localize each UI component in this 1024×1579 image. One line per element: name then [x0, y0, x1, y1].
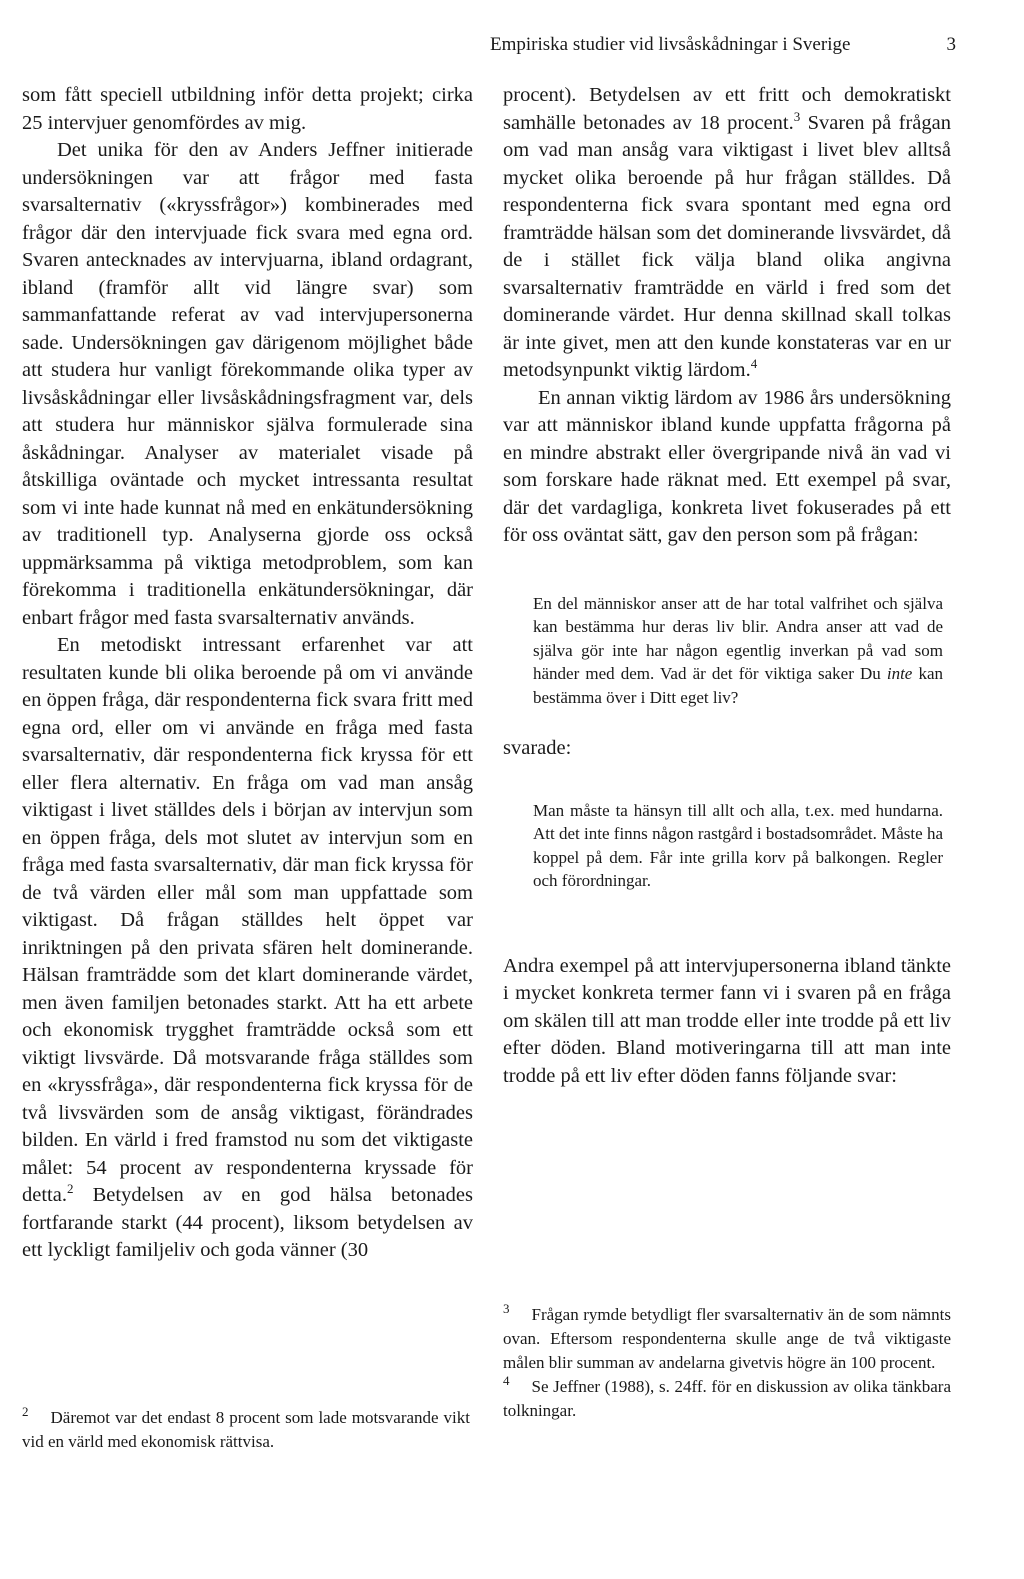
- block-quote-question: En del människor anser att de har total valfrihet och själva kan bestämma hur deras liv blir. Andra anser att vad de själva gör inte har någon egentlig inverkan på vad som händer med dem. Vad är det för viktiga saker Du inte kan bestämma över i Ditt eget liv?: [533, 593, 944, 707]
- paragraph-continued: som fått speciell utbildning inför detta projekt; cirka 25 intervjuer genomfördes av mig.: [22, 84, 473, 134]
- footnotes-right: [503, 1303, 951, 1423]
- footnote-text: Däremot var det endast 8 procent som lade motsvarande vikt vid en värld med ekonomisk rättvisa.: [22, 1408, 470, 1451]
- footnote-text: Se Jeffner (1988), s. 24ff. för en diskussion av olika tänkbara tolkningar.: [503, 1377, 951, 1420]
- left-column: [22, 82, 473, 1265]
- footnote-number: 3: [503, 1301, 510, 1317]
- svarade-label: svarade:: [503, 737, 572, 759]
- paragraph-method: Det unika för den av Anders Jeffner initierade undersökningen var att frågor med fasta svarsalternativ («kryssfrågor») kombinerades med frågor där den intervjuade fick svara med egna ord. Svaren antecknades av intervjuarna, ibland ordagrant, ibland (framför allt vid längre svar) som sammanfattande referat av vad intervjupersonerna sade. Undersökningen gav därigenom möjlighet både att studera hur vanligt förekommande olika typer av livsåskådningar eller livsåskådningsfragment var, dels att studera hur människor själva formulerade sina åskådningar. Analyser av materialet visade på åtskilliga oväntade och mycket intressanta resultat som vi inte hade kunnat nå med en enkätundersökning av traditionell typ. Analyserna gjorde oss också uppmärksamma på viktiga metodproblem, som kan förekomma i traditionella enkätundersökningar, där enbart frågor med fasta svarsalternativ används.: [22, 139, 473, 629]
- footnote-4: [503, 1375, 951, 1423]
- block-quote-answer: Man måste ta hänsyn till allt och alla, t.ex. med hundarna. Att det inte finns någon rastgård i bostadsområdet. Måste ha koppel på dem. Får inte grilla korv på balkongen. Regler och förordningar.: [533, 800, 943, 890]
- footnote-3: [503, 1303, 951, 1375]
- running-head-title: Empiriska studier vid livsåskådningar i Sverige: [490, 34, 851, 55]
- footnote-text: Frågan rymde betydligt fler svarsalternativ än de som nämnts ovan. Eftersom respondenterna skulle ange de två viktigaste målen blir summan av andelarna givetvis högre än 100 procent.: [503, 1305, 951, 1372]
- footnote-number: 2: [22, 1404, 29, 1420]
- footnote-ref-2[interactable]: 2: [66, 1181, 74, 1197]
- footnote-ref-4[interactable]: 4: [750, 356, 758, 372]
- paragraph-open-question: En metodiskt intressant erfarenhet var att resultaten kunde bli olika beroende på om vi använde en öppen fråga, där respondenterna fick svara fritt med egna ord, eller om vi använde en fråga med fasta svarsalternativ, där respondenterna fick kryssa för ett eller flera alternativ. En fråga om vad man ansåg viktigast i livet ställdes dels i början av intervjun som en öppen fråga, dels mot slutet av intervjun som en fråga med fasta svarsalternativ, där man fick kryssa för de två värden eller mål som man uppfattade som viktigast. Då frågan ställdes helt öppet var inriktningen på den privata sfären helt dominerande. Hälsan framträdde som det klart dominerande värdet, men även familjen betonades starkt. Att ha ett arbete och ekonomisk trygghet framträdde också som ett viktigt livsvärde. Då motsvarande fråga ställdes som en «kryssfråga», där respondenterna fick kryssa för de två livsvärden som de ansåg viktigast, förändrades bilden. En värld i fred framstod nu som det viktigaste målet: 54 procent av respondenterna kryssade för detta.$^2$ Betydelsen av en god hälsa betonades fortfarande starkt (44 procent), liksom betydelsen av ett lyckligt familjeliv och goda vänner (30: [22, 634, 473, 1261]
- footnote-2: [22, 1406, 470, 1454]
- right-column: [503, 82, 951, 1090]
- footnote-number: 4: [503, 1373, 510, 1389]
- paragraph-lesson: En annan viktig lärdom av 1986 års undersökning var att människor ibland kunde uppfatta frågorna på en mindre abstrakt eller övergripande nivå än vad vi som forskare hade räknat med. Ett exempel på svar, där det vardagliga, konkreta livet fokuserades på ett för oss oväntat sätt, gav den person som på frågan:: [503, 386, 951, 546]
- footnote-ref-3[interactable]: 3: [793, 108, 801, 124]
- paragraph-other-examples: Andra exempel på att intervjupersonerna ibland tänkte i mycket konkreta termer fann vi i svaren på en fråga om skälen till att man trodde eller inte trodde på ett liv efter döden. Bland motiveringarna till att man inte trodde på ett liv efter döden fanns följande svar:: [503, 954, 951, 1087]
- page-number: 3: [946, 34, 956, 55]
- paragraph-results: procent). Betydelsen av ett fritt och demokratiskt samhälle betonades av 18 procent.$^3$ Svaren på frågan om vad man ansåg vara viktigast i livet blev alltså mycket olika beroende på hur frågan ställdes. Då respondenterna fick svara spontant med egna ord framträdde hälsan som det dominerande livsvärdet, då de i stället fick välja bland olika angivna svarsalternativ framträdde en värld i fred som det dominerande värdet. Hur denna skillnad skall tolkas är inte givet, men att den kunde konstateras var en ur metodsynpunkt viktig lärdom.$^4$: [503, 84, 951, 381]
